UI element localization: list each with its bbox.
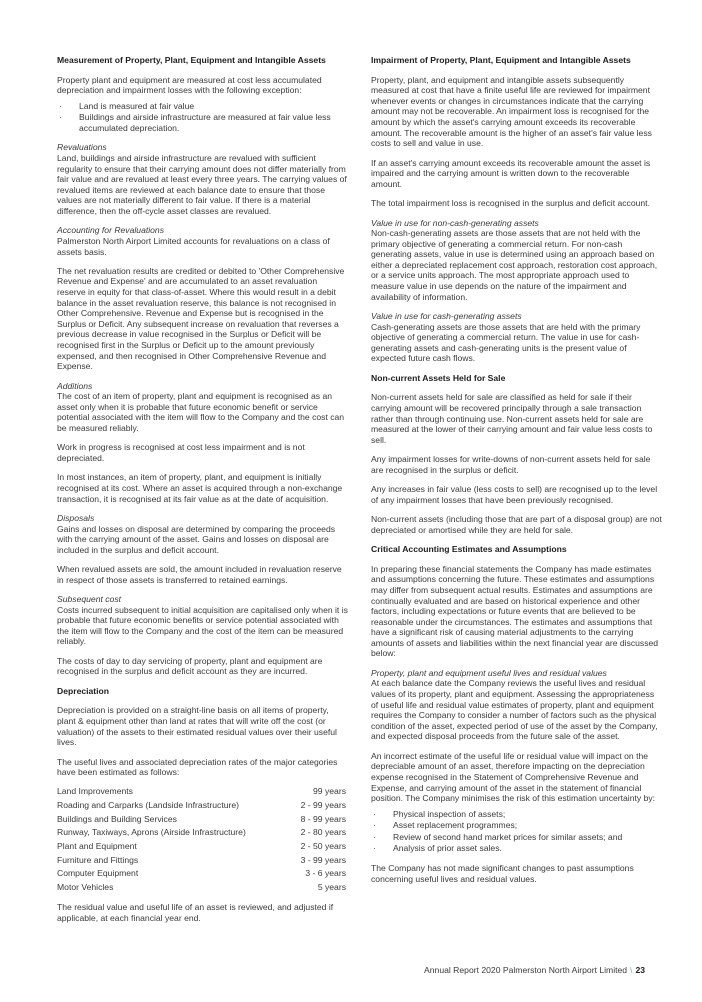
report-title: Annual Report 2020 Palmerston North Airport Limited	[424, 965, 628, 975]
additions-text-3: In most instances, an item of property, plant, and equipment is initially recognised at its cost. Where an asset is acquired through a non-exchange transaction, it is recognised at its fair value as at the date of acquisition.	[57, 472, 343, 504]
disposals-subheading: Disposals	[57, 512, 95, 523]
value-in-use-non-cash-subheading: Value in use for non-cash-generating assets	[371, 217, 539, 228]
footer-separator: \	[630, 965, 633, 975]
table-row	[57, 880, 348, 894]
left-column	[57, 55, 348, 932]
asset-category: Plant and Equipment	[57, 840, 137, 851]
asset-category: Runway, Taxiways, Aprons (Airside Infrastructure)	[57, 827, 246, 838]
impairment-text-2: If an asset's carrying amount exceeds its recoverable amount the asset is impaired and the carrying amount is written down to the recoverable amount.	[371, 157, 651, 189]
value-in-use-cash-subheading: Value in use for cash-generating assets	[371, 311, 522, 322]
list-item: · Asset replacement programmes;	[371, 820, 662, 831]
useful-lives-text-2: An incorrect estimate of the useful life or residual value will impact on the depreciable amount of an asset, therefore impacting on the depreciation expense recognised in the Statement of Comprehensive Revenue and Expense, and carrying amount of the asset in the statement of financial position. The Company minimises the risk of this estimation uncertainty by:	[371, 750, 656, 804]
subsequent-cost-text-2: The costs of day to day servicing of property, plant and equipment are recognised in the surplus and deficit account as they are incurred.	[57, 655, 323, 677]
page-number: 23	[635, 965, 645, 975]
non-current-assets-text: Non-current assets held for sale are classified as held for sale if their carrying amount will be recovered principally through a sale transaction rather than through continuing use. Non-current assets held for sale are measured at the lower of their carrying amount and fair value less costs to sell.	[371, 392, 653, 445]
critical-estimates-text: In preparing these financial statements the Company has made estimates and assumptions concerning the future. These estimates and assumptions may differ from subsequent actual results. Estimates and assumptions are continually evaluated and are based on historical experience and other factors, including expectations or future events that are believed to be reasonable under the circumstances. The estimates and assumptions that have a significant risk of causing material adjustments to the carrying amounts of assets and liabilities within the next financial year are discussed below:	[371, 563, 659, 659]
useful-life: 2 - 50 years	[300, 840, 346, 851]
useful-life: 99 years	[313, 786, 346, 797]
value-in-use-non-cash-text: Non-cash-generating assets are those assets that are not held with the primary objective of generating a commercial return. For non-cash generating assets, value in use is determined using an approach based on either a depreciated replacement cost approach, restoration cost approach, or a service units approach. The most appropriate approach used to measure value in use depends on the nature of the impairment and availability of information.	[371, 228, 658, 302]
ppe-exception-list	[57, 101, 348, 134]
asset-category: Roading and Carparks (Landside Infrastructure)	[57, 799, 239, 810]
disposals-text: Gains and losses on disposal are determined by comparing the proceeds with the carrying amount of the asset. Gains and losses on disposal are included in the surplus and deficit account.	[57, 523, 336, 555]
asset-category: Furniture and Fittings	[57, 854, 139, 865]
useful-lives-text-3: The Company has not made significant changes to past assumptions concerning useful lives and residual values.	[371, 862, 634, 884]
accounting-revaluations-subheading: Accounting for Revaluations	[57, 225, 165, 236]
disposals-text-2: When revalued assets are sold, the amount included in revaluation reserve in respect of those assets is transferred to retained earnings.	[57, 564, 342, 585]
asset-category: Computer Equipment	[57, 868, 139, 879]
right-column	[371, 55, 662, 893]
non-current-assets-heading: Non-current Assets Held for Sale	[371, 372, 506, 383]
non-current-assets-text-4: Non-current assets (including those that are part of a disposal group) are not depreciated or amortised while they are held for sale.	[371, 514, 662, 535]
non-current-assets-text-2: Any impairment losses for write-downs of non-current assets held for sale are recognised in the surplus or deficit.	[371, 454, 651, 475]
useful-life: 2 - 99 years	[300, 799, 346, 810]
ppe-measurement-heading: Measurement of Property, Plant, Equipment and Intangible Assets	[57, 55, 326, 65]
useful-lives-subheading: Property, plant and equipment useful lives and residual values	[371, 667, 607, 678]
accounting-revaluations-text-2: The net revaluation results are credited or debited to 'Other Comprehensive Revenue and Expense' and are accumulated to an asset revaluation reserve in equity for that class-of-asset. Where this would result in a debit balance in the asset revaluation reserve, this balance is not recognised in Other Comprehensive. Revenue and Expense but is recognised in the Surplus or Deficit. Any subsequent increase on revaluation that reverses a previous decrease in value recognised in the Surplus or Deficit will be recognised first in the Surplus or Deficit up to the amount previously expensed, and then recognised in Other Comprehensive Revenue and Expense.	[57, 265, 345, 372]
table-row	[57, 785, 348, 799]
depreciation-text-3: The residual value and useful life of an asset is reviewed, and adjusted if applicable, at each financial year end.	[57, 902, 334, 923]
depreciation-text: Depreciation is provided on a straight-line basis on all items of property, plant & equipment other than land at rates that will write off the cost (or valuation) of the assets to their estimated residual values over their useful lives.	[57, 705, 337, 748]
list-item: · Analysis of prior asset sales.	[371, 843, 662, 854]
table-row	[57, 839, 348, 853]
revaluations-text: Land, buildings and airside infrastructure are revalued with sufficient regularity to ensure that their carrying amount does not differ materially from fair value and are revalued at least every three years. The carrying values of revalued items are reviewed at each balance date to ensure that those values are not materially different to fair value. If there is a material difference, then the off-cycle asset classes are revalued.	[57, 152, 347, 216]
additions-text: The cost of an item of property, plant and equipment is recognised as an asset only when it is probable that future economic benefit or service potential associated with the item will flow to the Company and the cost can be measured reliably.	[57, 391, 345, 433]
subsequent-cost-subheading: Subsequent cost	[57, 594, 122, 605]
page-footer	[0, 965, 645, 975]
additions-text-2: Work in progress is recognised at cost less impairment and is not depreciated.	[57, 442, 305, 463]
impairment-heading: Impairment of Property, Plant, Equipment and Intangible Assets	[371, 55, 631, 65]
table-row	[57, 798, 348, 812]
asset-category: Buildings and Building Services	[57, 813, 177, 824]
revaluations-subheading: Revaluations	[57, 142, 107, 153]
list-item: · Review of second hand market prices for similar assets; and	[371, 832, 662, 843]
list-item: · Buildings and airside infrastructure are measured at fair value less accumulated depreciation.	[57, 112, 348, 133]
non-current-assets-text-3: Any increases in fair value (less costs to sell) are recognised up to the level of any impairment losses that have been previously recognised.	[371, 484, 658, 505]
asset-category: Land Improvements	[57, 786, 133, 797]
table-row	[57, 812, 348, 826]
useful-life: 8 - 99 years	[300, 813, 346, 824]
table-row	[57, 853, 348, 867]
ppe-measurement-intro: Property plant and equipment are measured at cost less accumulated depreciation and impairment losses with the following exception:	[57, 74, 322, 96]
critical-estimates-heading: Critical Accounting Estimates and Assumptions	[371, 544, 567, 555]
impairment-text-3: The total impairment loss is recognised in the surplus and deficit account.	[371, 198, 650, 209]
accounting-revaluations-text: Palmerston North Airport Limited accounts for revaluations on a class of assets basis.	[57, 235, 330, 257]
useful-life: 3 - 6 years	[305, 868, 346, 879]
useful-life: 5 years	[317, 881, 346, 892]
list-item: · Physical inspection of assets;	[371, 809, 662, 820]
asset-category: Motor Vehicles	[57, 881, 114, 892]
impairment-text: Property, plant, and equipment and intangible assets subsequently measured at cost that have a finite useful life are reviewed for impairment whenever events or changes in circumstances indicate that the carrying amount may not be recoverable. An impairment loss is recognised for the amount by which the asset's carrying amount exceeds its recoverable amount. The recoverable amount is the higher of an asset's fair value less costs to sell and value in use.	[371, 74, 652, 149]
useful-life: 3 - 99 years	[300, 854, 346, 865]
list-item: · Land is measured at fair value	[57, 101, 348, 112]
depreciation-text-2: The useful lives and associated depreciation rates of the major categories have been estimated as follows:	[57, 756, 338, 778]
additions-subheading: Additions	[57, 380, 93, 391]
value-in-use-cash-text: Cash-generating assets are those assets that are held with the primary objective of generating a commercial return. The value in use for cash-generating assets and cash-generating units is the present value of expected future cash flows.	[371, 321, 641, 364]
table-row	[57, 826, 348, 840]
depreciation-heading: Depreciation	[57, 685, 110, 696]
risk-minimisation-list	[371, 809, 662, 854]
table-row	[57, 867, 348, 881]
useful-lives-text: At each balance date the Company reviews the useful lives and residual values of its property, plant and equipment. Assessing the appropriateness of useful life and residual value estimates of property, plant and equipment requires the Company to consider a number of factors such as the physical condition of the asset, expected period of use of the asset by the Company, and expected disposal proceeds from the future sale of the asset.	[371, 678, 658, 742]
subsequent-cost-text: Costs incurred subsequent to initial acquisition are capitalised only when it is probable that future economic benefits or service potential associated with the item will flow to the Company and the cost of the item can be measured reliably.	[57, 604, 348, 647]
depreciation-rates-table	[57, 785, 348, 895]
useful-life: 2 - 80 years	[300, 827, 346, 838]
